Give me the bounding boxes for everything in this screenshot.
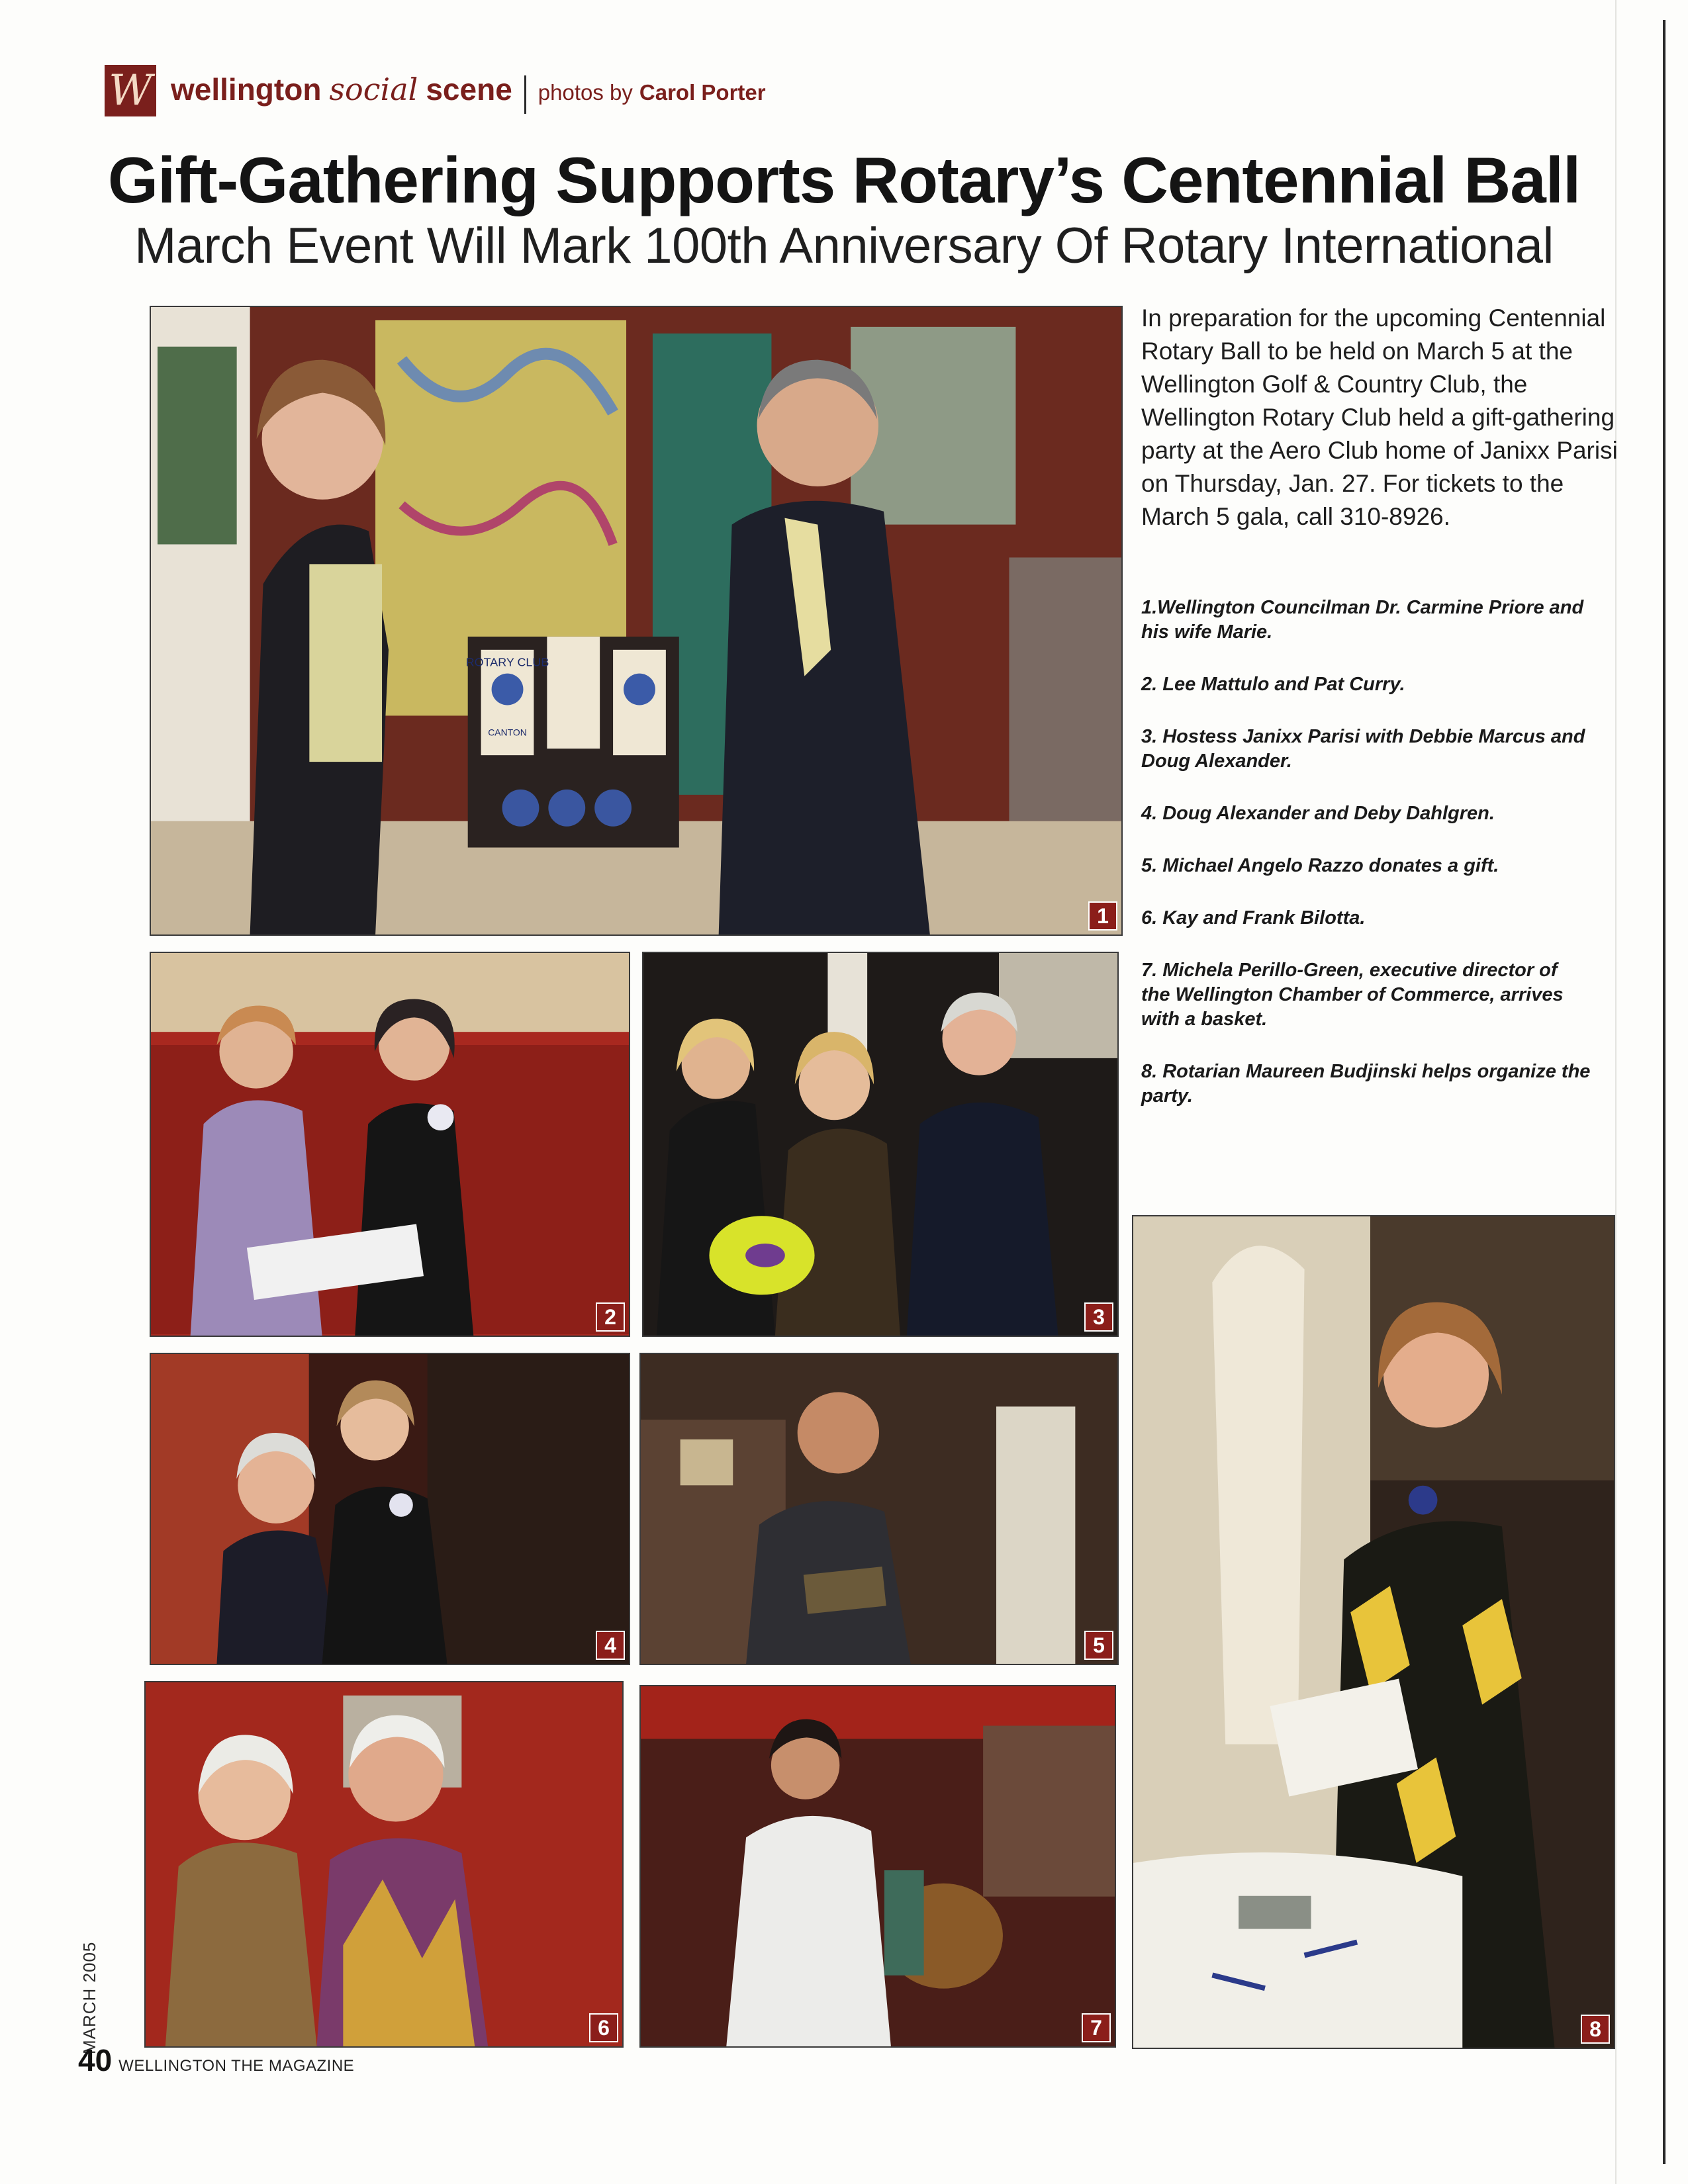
photo-6-image — [146, 1682, 622, 2046]
banner-rotary-club: ROTARY CLUB — [465, 655, 549, 669]
issue-date: MARCH 2005 — [79, 1941, 99, 2054]
magazine-logo — [105, 65, 156, 116]
photo-1-image — [151, 307, 1121, 934]
page-number: 40 — [78, 2043, 113, 2077]
photo-7 — [639, 1685, 1116, 2048]
photo-number-6: 6 — [589, 2013, 618, 2042]
caption-8: 8. Rotarian Maureen Budjinski helps organize the party. — [1141, 1061, 1591, 1107]
section-word-social: social — [329, 71, 418, 107]
photo-3 — [642, 952, 1119, 1337]
photo-6 — [144, 1681, 624, 2048]
photo-2 — [150, 952, 630, 1337]
caption-3: 3. Hostess Janixx Parisi with Debbie Marcus and Doug Alexander. — [1141, 726, 1585, 772]
page-folio — [78, 2042, 354, 2078]
photo-2-image — [151, 953, 629, 1336]
photo-credit-prefix: photos by — [538, 80, 633, 105]
photo-5-image — [641, 1354, 1117, 1664]
caption-5: 5. Michael Angelo Razzo donates a gift. — [1141, 855, 1499, 876]
page-binding-edge — [1663, 20, 1665, 2164]
photo-credit-name: Carol Porter — [639, 80, 766, 105]
photo-number-3: 3 — [1084, 1302, 1113, 1332]
logo-letter: W — [109, 66, 152, 115]
article-headline: Gift-Gathering Supports Rotary’s Centennial Ball — [107, 144, 1581, 216]
article-subhead: March Event Will Mark 100th Anniversary Of Rotary International — [134, 218, 1554, 274]
caption-6: 6. Kay and Frank Bilotta. — [1141, 907, 1366, 929]
section-label — [171, 71, 766, 118]
caption-1: 1.Wellington Councilman Dr. Carmine Priore and his wife Marie. — [1141, 597, 1584, 643]
magazine-name: WELLINGTON THE MAGAZINE — [118, 2057, 355, 2075]
caption-list — [1141, 596, 1591, 1136]
section-word-scene: scene — [426, 72, 512, 107]
photo-number-7: 7 — [1082, 2013, 1111, 2042]
photo-number-4: 4 — [596, 1631, 625, 1660]
article-intro: In preparation for the upcoming Centennial Rotary Ball to be held on March 5 at the Wellington Golf & Country Club, the Wellington Rotary Club held a gift-gathering party at the Aero Club home of Janixx Parisi on Thursday, Jan. 27. For tickets to the March 5 gala, call 310-8926. — [1141, 304, 1618, 530]
photo-7-image — [641, 1686, 1115, 2046]
banner-canton: CANTON — [488, 727, 527, 738]
section-word-wellington: wellington — [171, 72, 322, 107]
caption-7: 7. Michela Perillo-Green, executive director of the Wellington Chamber of Commerce, arrives with a basket. — [1141, 960, 1564, 1030]
caption-2: 2. Lee Mattulo and Pat Curry. — [1141, 674, 1405, 695]
photo-3-image — [643, 953, 1117, 1336]
photo-4 — [150, 1353, 630, 1665]
photo-5 — [639, 1353, 1119, 1665]
photo-number-1: 1 — [1088, 901, 1117, 931]
photo-number-8: 8 — [1581, 2015, 1610, 2044]
photo-number-5: 5 — [1084, 1631, 1113, 1660]
photo-8-image — [1133, 1216, 1614, 2048]
caption-4: 4. Doug Alexander and Deby Dahlgren. — [1141, 803, 1495, 824]
section-divider — [524, 75, 526, 114]
photo-8 — [1132, 1215, 1615, 2049]
photo-number-2: 2 — [596, 1302, 625, 1332]
photo-1 — [150, 306, 1123, 936]
photo-4-image — [151, 1354, 629, 1664]
